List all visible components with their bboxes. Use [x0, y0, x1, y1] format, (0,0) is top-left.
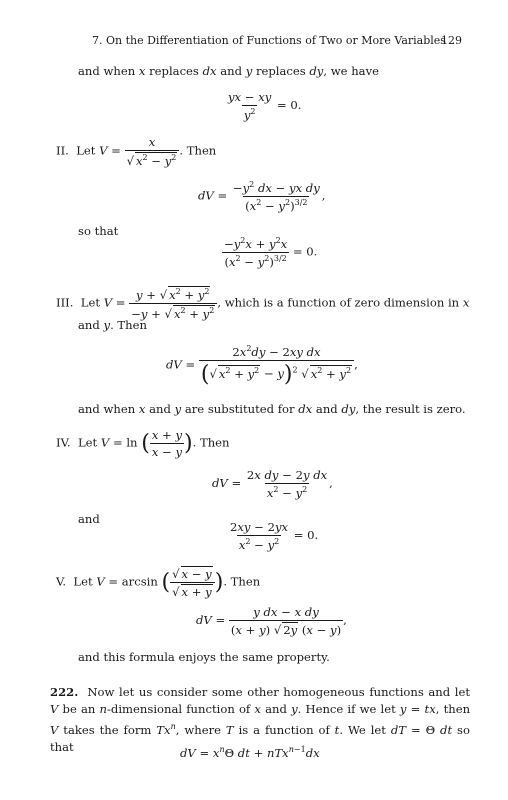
case-2-definition: II. Let V = x √ $x^2 - y^2$ . Then	[56, 135, 216, 168]
section-222-equation: dV = $x^n\Theta$ dt + nTx$^{n-1}$dx	[180, 745, 320, 760]
case-5-equation: dV = $\frac{\text{y dx − x dy}}{(x + y) √ 2y (x - y)}$ ,	[196, 605, 347, 637]
case-4-equation-2: $\frac{2xy - 2yx}{x^2 - y^2}$ = 0.	[230, 520, 319, 552]
equation-0: $\frac{yx - xy}{y^2}$ = 0.	[228, 90, 302, 122]
section-222-paragraph: 222. Now let us consider some other homogeneous functions and let V be an n-dimensional function of x and y. Hence if we let y = tx, then V takes the form Tx$^n$, where T is a function of t. We let dT = Θ dt so that	[50, 685, 471, 754]
and-text: and	[78, 512, 100, 526]
intro-line: and when x replaces dx and y replaces dy, we have	[78, 64, 380, 78]
case-4-equation: dV = $\frac{\text{2x dy − 2y dx}}{x^2 - y^2}$ ,	[212, 468, 333, 500]
case-2-equation: dV = $\frac{-y^2 dx - yx dy}{(x^2 - y^2)^{3/2}}$ ,	[198, 180, 326, 213]
running-title: 7. On the Differentiation of Functions of Two or More Variables	[92, 34, 446, 47]
case-3-after: and when x and y are substituted for dx and dy, the result is zero.	[78, 402, 466, 416]
so-that-text: so that	[78, 224, 119, 238]
case-3-definition: III. Let V = $\frac{y + √ x^2 + y^2}{-y + √ x^2 + y^2}$ , which is a function of zero dimension in x	[56, 286, 469, 321]
case-4-definition: IV. Let V = ln ( $\frac{x + y}{x - y}$ ). Then	[56, 428, 230, 459]
case-3-equation: dV = $\frac{2x^2dy - 2xy dx}{(√ x^2 + y^2 - y)^2 √ x^2 + y^2}$ ,	[166, 344, 358, 387]
case-5-definition: V. Let V = arcsin ( √ x − y √ x + y ). Then	[56, 566, 260, 599]
case-3-line-2: and y. Then	[78, 318, 147, 332]
case-2-equation-2: $\frac{-y^2x + y^2x}{(x^2 - y^2)^{3/2}}$ = 0.	[224, 236, 318, 269]
page-number: 129	[441, 34, 462, 47]
running-header	[92, 34, 462, 47]
section-number: 222.	[50, 685, 79, 699]
case-5-after: and this formula enjoys the same property.	[78, 650, 330, 664]
